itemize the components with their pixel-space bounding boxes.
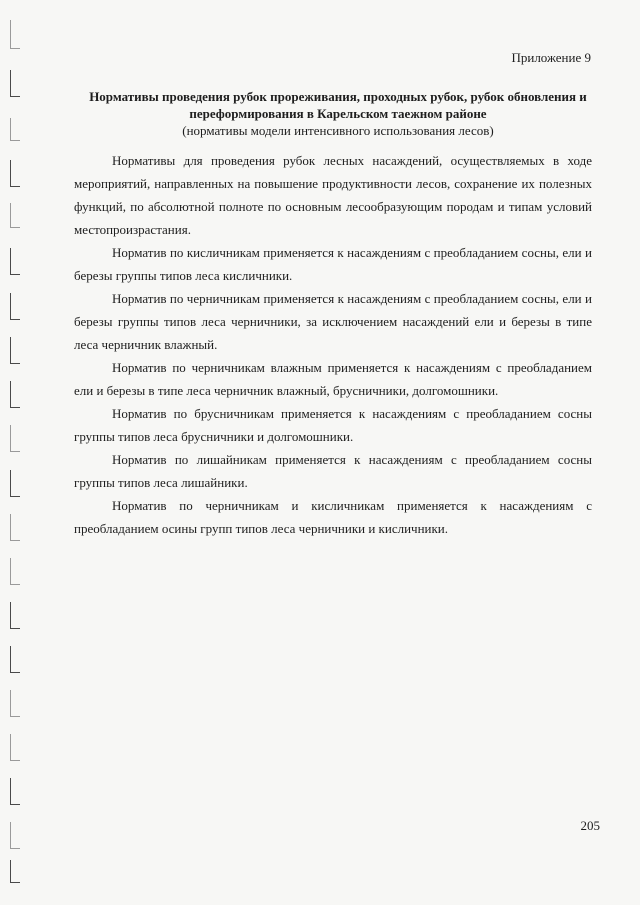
binding-mark xyxy=(10,514,20,541)
appendix-label: Приложение 9 xyxy=(511,50,591,65)
paragraph: Нормативы для проведения рубок лесных насаждений, осуществляемых в ходе мероприятий, направленных на повышение продуктивности лесов, сохранение их полезных функций, по абсолютной полноте по основным лесообразующим породам и типам условий местопроизрастания. xyxy=(74,153,592,237)
binding-mark xyxy=(10,778,20,805)
binding-mark xyxy=(10,646,20,673)
body-text xyxy=(74,149,592,540)
binding-mark xyxy=(10,118,20,141)
binding-mark xyxy=(10,293,20,320)
binding-mark xyxy=(10,822,20,849)
binding-mark xyxy=(10,470,20,497)
binding-mark xyxy=(10,734,20,761)
binding-mark xyxy=(10,425,20,452)
binding-mark xyxy=(10,690,20,717)
paragraph: Норматив по черничникам влажным применяется к насаждениям с преобладанием ели и березы в типе леса черничник влажный, брусничники, долгомошники. xyxy=(74,360,592,398)
paragraph: Норматив по черничникам и кисличникам применяется к насаждениям с преобладанием осины групп типов леса черничники и кисличники. xyxy=(74,498,592,536)
binding-mark xyxy=(10,860,20,883)
binding-mark xyxy=(10,160,20,187)
binding-mark xyxy=(10,381,20,408)
document-title: Нормативы проведения рубок прореживания, проходных рубок, рубок обновления и переформирования в Карельском таежном районе xyxy=(89,89,587,121)
binding-edge xyxy=(0,0,30,905)
document-subtitle: (нормативы модели интенсивного использования лесов) xyxy=(182,123,494,138)
page-number: 205 xyxy=(580,818,600,833)
paragraph: Норматив по черничникам применяется к насаждениям с преобладанием сосны, ели и березы группы типов леса черничники, за исключением насаждений ели и березы в типе леса черничник влажный. xyxy=(74,291,592,352)
binding-mark xyxy=(10,248,20,275)
title-block xyxy=(88,88,588,139)
binding-mark xyxy=(10,20,20,49)
binding-mark xyxy=(10,70,20,97)
binding-mark xyxy=(10,337,20,364)
paragraph: Норматив по брусничникам применяется к насаждениям с преобладанием сосны группы типов леса брусничники и долгомошники. xyxy=(74,406,592,444)
paragraph: Норматив по кисличникам применяется к насаждениям с преобладанием сосны, ели и березы группы типов леса кисличники. xyxy=(74,245,592,283)
binding-mark xyxy=(10,203,20,228)
paragraph: Норматив по лишайникам применяется к насаждениям с преобладанием сосны группы типов леса лишайники. xyxy=(74,452,592,490)
binding-mark xyxy=(10,602,20,629)
binding-mark xyxy=(10,558,20,585)
